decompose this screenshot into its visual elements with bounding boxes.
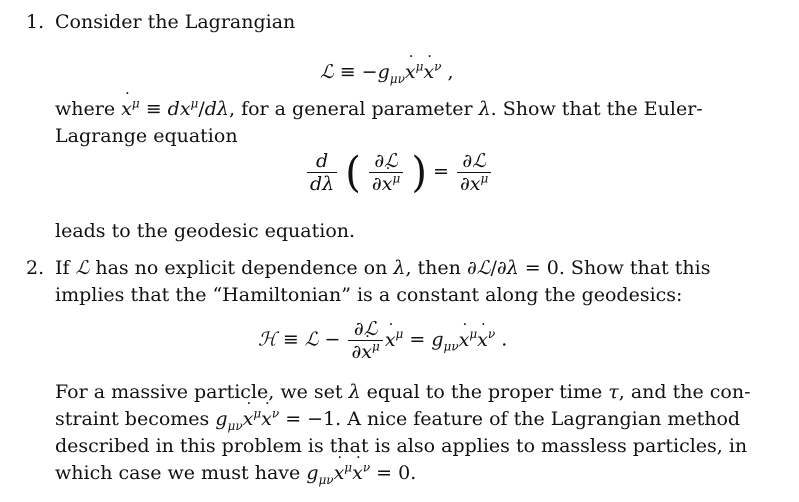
item2-line1: If ℒ has no explicit dependence on λ, then ∂ℒ/∂λ = 0. Show that this <box>55 257 711 279</box>
item1-where-line: where ˙ $x^\mu \equiv dx^\mu/d\lambda$, for a general parameter λ. Show that the Euler- <box>55 97 703 121</box>
item2-para-line4: which case we must have $g_{\mu\nu}˙$ $x^\mu˙$ $x^\nu = 0$. <box>55 461 416 485</box>
item-number-2: 2. <box>26 257 45 279</box>
euler-lagrange-equation: $\frac{d}{d\lambda}$ ( $\frac{\text{∂ℒ}}{\partial˙ x^\mu}$ ) = $\frac{\text{∂ℒ}}{\partial x^\mu}$ <box>305 150 493 195</box>
item1-line2: Lagrange equation <box>55 125 238 147</box>
item1-conclusion: leads to the geodesic equation. <box>55 220 356 242</box>
item1-intro: Consider the Lagrangian <box>55 11 296 33</box>
where-tail: . Show that the Euler- <box>490 98 703 120</box>
where-prefix: where <box>55 98 116 120</box>
lagrangian-equation: ℒ ≡ $-g_{\mu\nu}˙$ $x^\mu˙$ $x^\nu$ , <box>320 60 454 84</box>
item2-para-line2: straint becomes $g_{\mu\nu}˙$ $x^\mu˙$ $x^\nu = -1$. A nice feature of the Lagrangian method <box>55 407 740 431</box>
hamiltonian-equation: ℋ ≡ ℒ − $\frac{\text{∂ℒ}}{\partial˙ x^\mu}$ ˙ $x^\mu$ = $g_{\mu\nu}˙$ $x^\mu˙$ $x^\nu$ . <box>258 318 507 363</box>
item-number-1: 1. <box>26 11 45 33</box>
where-mid: for a general parameter <box>241 98 473 120</box>
item2-para-line3: described in this problem is that is also applies to massless particles, in <box>55 435 748 457</box>
item2-para-line1: For a massive particle, we set λ equal to the proper time τ, and the con- <box>55 381 751 403</box>
item2-line2: implies that the “Hamiltonian” is a constant along the geodesics: <box>55 284 683 306</box>
